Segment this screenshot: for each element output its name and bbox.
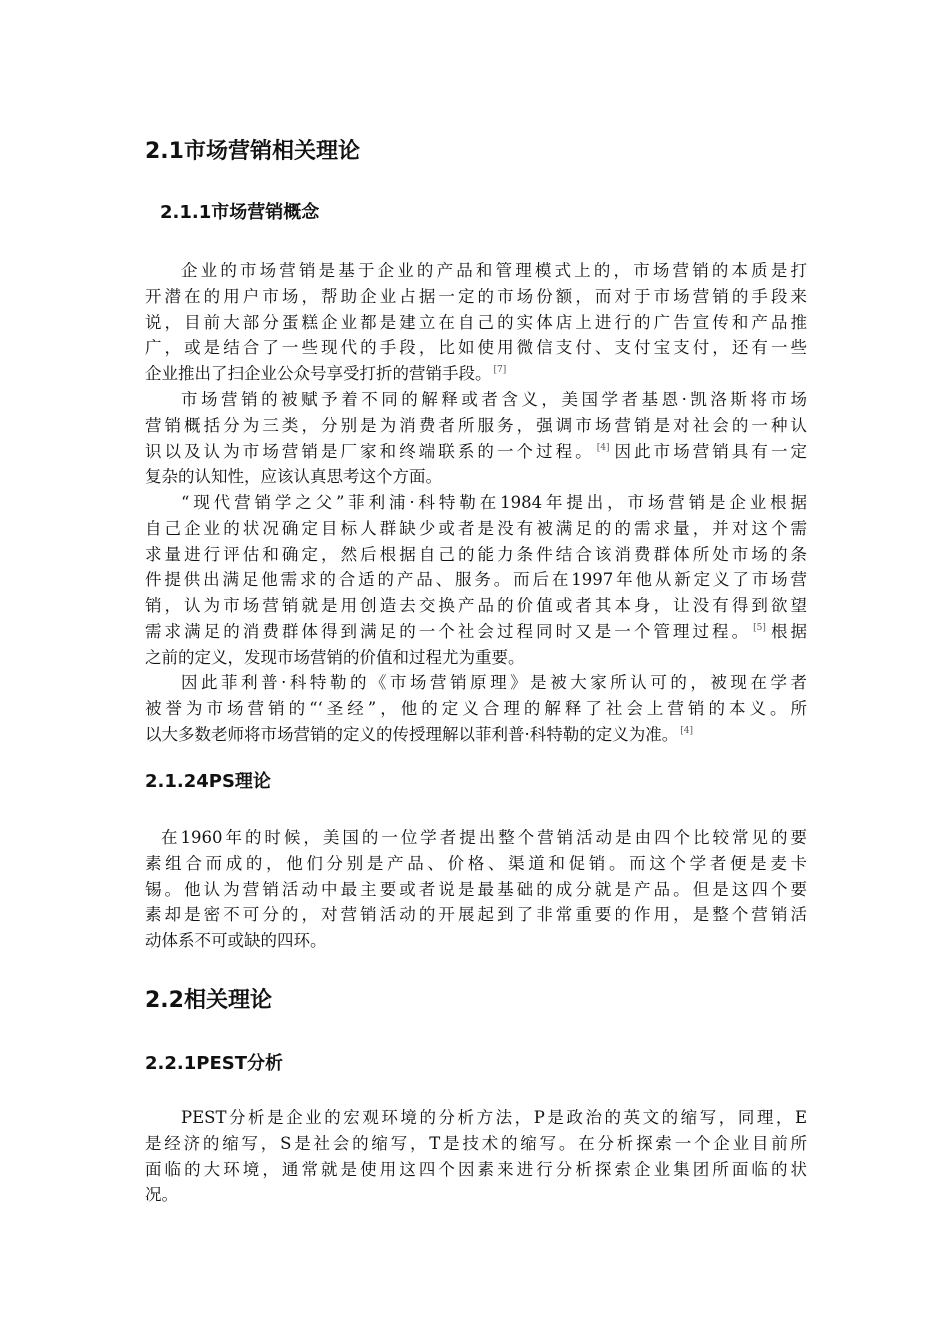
paragraph-text: 识以及认为市场营销是厂家和终端联系的一个过程。 xyxy=(145,441,595,461)
citation-ref: [5] xyxy=(753,622,766,633)
paragraph-line: 销，认为市场营销就是用创造去交换产品的价值或者其本身，让没有得到欲望 xyxy=(145,596,807,616)
paragraph-line: 开潜在的用户市场，帮助企业占据一定的市场份额，而对于市场营销的手段来 xyxy=(145,286,807,306)
section-title-2-2: 2.2相关理论 xyxy=(145,988,272,1013)
paragraph-text: 根据 xyxy=(767,621,808,641)
paragraph-line: 况。 xyxy=(145,1185,178,1205)
citation-ref: [4] xyxy=(680,725,693,736)
paragraph-line: 是经济的缩写，S是社会的缩写，T是技术的缩写。在分析探索一个企业目前所 xyxy=(145,1133,807,1153)
paragraph-marketing-definitions xyxy=(145,387,807,490)
paragraph-line xyxy=(145,361,807,387)
paragraph-text: 以大多数老师将市场营销的定义的传授理解以菲利普·科特勒的定义为准。 xyxy=(145,724,679,744)
paragraph-line: 求量进行评估和确定，然后根据自己的能力条件结合该消费群体所处市场的条 xyxy=(145,544,807,564)
paragraph-line: 市场营销的被赋予着不同的解释或者含义，美国学者基恩·凯洛斯将市场 xyxy=(181,390,807,409)
paragraph-line: “现代营销学之父”菲利浦·科特勒在1984年提出，市场营销是企业根据 xyxy=(181,493,807,512)
paragraph-line xyxy=(145,722,807,748)
paragraph-line: 说，目前大部分蛋糕企业都是建立在自己的实体店上进行的广告宣传和产品推 xyxy=(145,312,807,332)
paragraph-line: 件提供出满足他需求的合适的产品、服务。而后在1997年他从新定义了市场营 xyxy=(145,570,807,590)
paragraph-line: 复杂的认知性，应该认真思考这个方面。 xyxy=(145,467,442,487)
paragraph-line: 面临的大环境，通常就是使用这四个因素来进行分析探索企业集团所面临的状 xyxy=(145,1159,807,1179)
paragraph-marketing-principles xyxy=(145,670,807,747)
paragraph-line: 自己企业的状况确定目标人群缺少或者是没有被满足的的需求量，并对这个需 xyxy=(145,518,807,538)
subsection-title-2-1-2: 2.1.24PS理论 xyxy=(145,771,271,792)
paragraph-kotler-definition xyxy=(145,490,807,671)
paragraph-line: 锡。他认为营销活动中最主要或者说是最基础的成分就是产品。但是这四个要 xyxy=(145,879,807,899)
paragraph-line xyxy=(145,439,807,465)
paragraph-line: 因此菲利普·科特勒的《市场营销原理》是被大家所认可的，被现在学者 xyxy=(181,673,807,692)
citation-ref: [7] xyxy=(493,365,507,376)
paragraph-line: 被誉为市场营销的“‘圣经”，他的定义合理的解释了社会上营销的本义。所 xyxy=(145,698,807,718)
paragraph-line: 营销概括分为三类，分别是为消费者所服务，强调市场营销是对社会的一种认 xyxy=(145,415,807,435)
paragraph-line: 在1960年的时候，美国的一位学者提出整个营销活动是由四个比较常见的要 xyxy=(161,828,807,847)
paragraph-4ps-theory xyxy=(145,825,807,954)
paragraph-line: 企业的市场营销是基于企业的产品和管理模式上的，市场营销的本质是打 xyxy=(181,261,807,280)
paragraph-line: 之前的定义，发现市场营销的价值和过程尤为重要。 xyxy=(145,647,525,667)
subsection-title-2-1-1: 2.1.1市场营销概念 xyxy=(160,202,320,223)
paragraph-text: 企业推出了扫企业公众号享受打折的营销手段。 xyxy=(145,364,492,384)
paragraph-line: 素却是密不可分的，对营销活动的开展起到了非常重要的作用，是整个营销活 xyxy=(145,905,807,925)
paragraph-line xyxy=(145,619,807,645)
paragraph-line: PEST分析是企业的宏观环境的分析方法，P是政治的英文的缩写，同理，E xyxy=(181,1108,807,1127)
paragraph-pest-analysis xyxy=(145,1105,807,1208)
subsection-title-2-2-1: 2.2.1PEST分析 xyxy=(145,1053,283,1074)
paragraph-text: 需求满足的消费群体得到满足的一个社会过程同时又是一个管理过程。 xyxy=(145,621,752,641)
section-title-2-1: 2.1市场营销相关理论 xyxy=(145,139,360,164)
paragraph-line: 广，或是结合了一些现代的手段，比如使用微信支付、支付宝支付，还有一些 xyxy=(145,338,807,358)
paragraph-line: 动体系不可或缺的四环。 xyxy=(145,931,327,951)
paragraph-line: 素组合而成的，他们分别是产品、价格、渠道和促销。而这个学者便是麦卡 xyxy=(145,853,807,873)
paragraph-text: 因此市场营销具有一定 xyxy=(611,441,808,461)
citation-ref: [4] xyxy=(596,442,610,453)
paragraph-marketing-essence xyxy=(145,258,807,387)
